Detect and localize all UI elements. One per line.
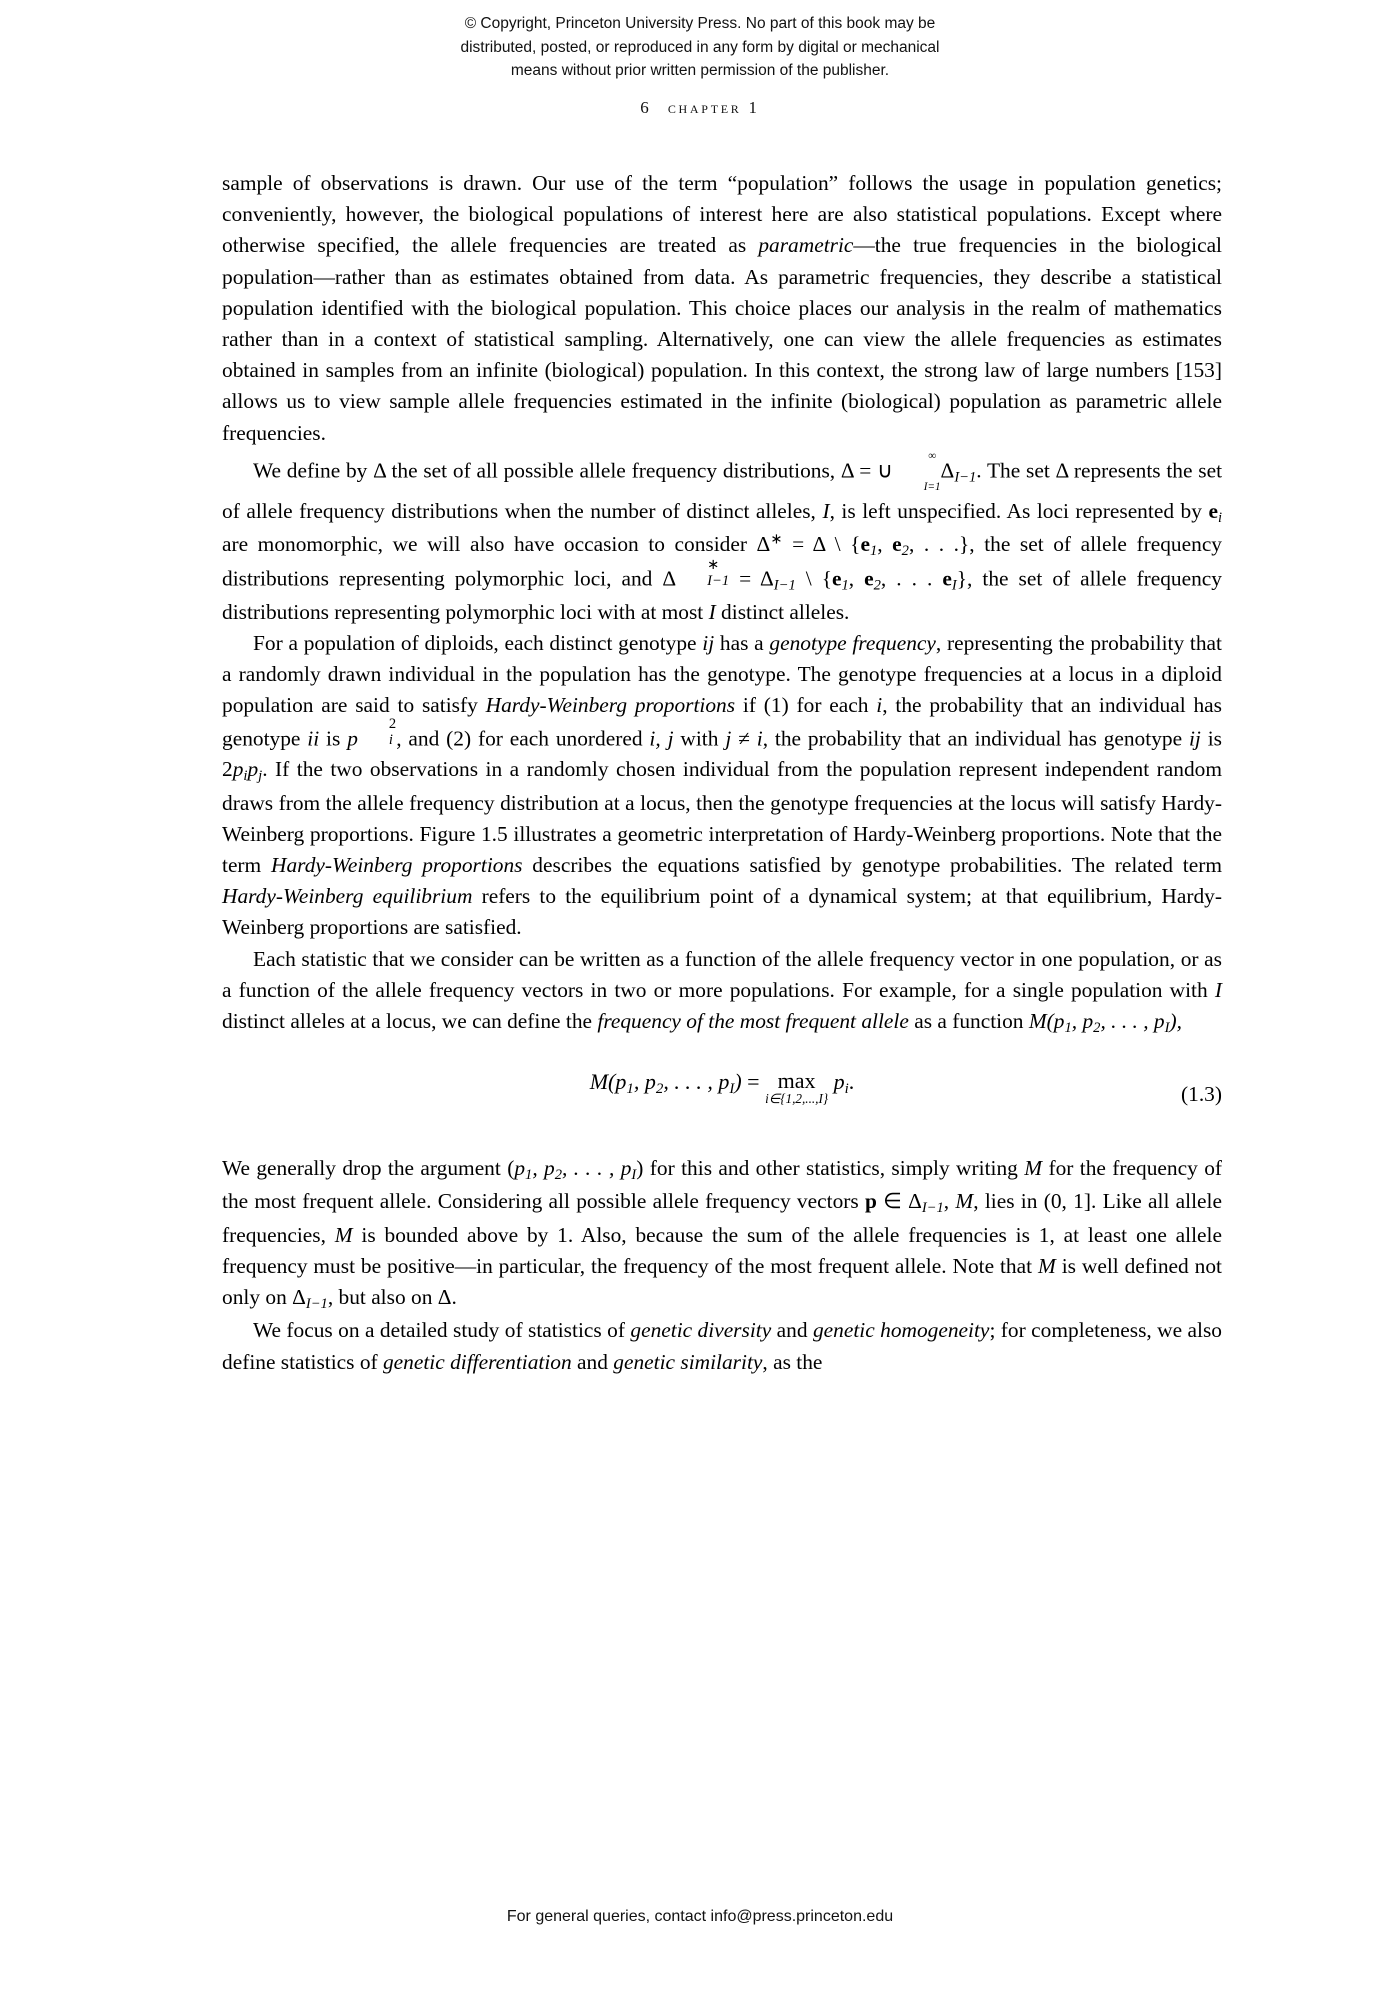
p3-seg11: . If the two observations in a randomly chosen individual from the population represent independent random draws from the allele frequency distribution at a locus, then the genotype frequencies at the locus will satisfy Hardy-Weinberg proportions. Figure 1.5 illustrates a geometric interpretation of Hardy-Weinberg proportions. Note that the term — [222, 757, 1222, 877]
p3-seg6: is — [319, 726, 348, 751]
p1-em-parametric: parametric — [758, 233, 854, 258]
p6-em-genetic-similarity: genetic similarity — [613, 1349, 763, 1374]
p5-var-M: M — [1024, 1156, 1043, 1181]
p4-seg2: distinct alleles at a locus, we can define the — [222, 1008, 598, 1033]
p3-seg12: describes the equations satisfied by genotype probabilities. The related term — [522, 852, 1223, 877]
p2-var-I: I — [822, 498, 830, 523]
p3-seg3: , representing the probability that a randomly drawn individual in the population has the genotype. The genotype frequencies at a locus in a diploid population are said to satisfy — [222, 631, 1222, 718]
p2-seg1: We define by Δ the set of all possible allele frequency distributions, Δ = ∪ — [253, 458, 893, 483]
max-label: max — [777, 1068, 816, 1094]
p5-seg2: ) for this and other statistics, simply writing — [636, 1156, 1025, 1181]
p4-var-I: I — [1214, 977, 1222, 1002]
equation-body — [222, 1065, 1222, 1107]
equation-lhs: $M(p_1$, $p_2$, . . . , $p_I$) = — [589, 1068, 760, 1097]
p3-seg13: refers to the equilibrium point of a dynamical system; at that equilibrium, Hardy-Weinberg proportions are satisfied. — [222, 884, 1222, 940]
p6-em-genetic-differentiation: genetic differentiation — [382, 1349, 572, 1374]
p3-em-ij2: i, j — [649, 726, 674, 751]
p2-seg9: }, the set of allele frequency distributions representing polymorphic loci with at most — [222, 566, 1222, 624]
paragraph-6 — [222, 1315, 1222, 1377]
p3-seg5: , the probability that an individual has genotype — [222, 693, 1222, 751]
p5-seg1: We generally drop the argument ( — [222, 1156, 515, 1181]
p3-em-genotype-frequency: genotype frequency — [769, 631, 936, 656]
p4-function-M: $M(p_1$, $p_2$, . . . , $p_I$), — [1028, 1008, 1182, 1036]
copyright-notice — [0, 12, 1400, 83]
p2-seg8: \ { — [795, 566, 832, 591]
max-operator — [765, 1069, 828, 1106]
p1-seg1: sample of observations is drawn. Our use of the term “population” follows the usage in population genetics; conveniently, however, the biological populations of interest here are also statistical populations. Except where otherwise specified, the allele frequencies are treated as — [222, 171, 1222, 258]
p3-em-hw-proportions: Hardy-Weinberg proportions — [485, 693, 736, 718]
page-footer: For general queries, contact info@press.princeton.edu — [506, 1908, 894, 1925]
p3-seg1: For a population of diploids, each distinct genotype — [253, 631, 703, 656]
p3-em-hwe: Hardy-Weinberg equilibrium — [222, 884, 473, 909]
p3-em-ij3: ij — [1188, 726, 1201, 751]
p3-em-ii: ii — [307, 726, 320, 751]
p4-em-freq-most-frequent: frequency of the most frequent allele — [597, 1008, 909, 1033]
page-number: 6 — [640, 98, 650, 117]
p5-seg6: is well defined not only on Δ — [222, 1253, 1222, 1310]
p2-seg3: , is left unspecified. As loci represented by — [829, 498, 1209, 523]
delta-star-sub: ∗ I−1 — [707, 556, 730, 589]
union-operator: ∞ I=1 — [923, 450, 941, 493]
p3-em-i: i — [876, 693, 883, 718]
copyright-line-1: © Copyright, Princeton University Press. No part of this book may be — [464, 15, 936, 32]
p6-seg3: ; for completeness, we also define statistics of — [222, 1318, 1222, 1374]
paragraph-4 — [222, 944, 1222, 1040]
paragraph-1 — [222, 168, 1222, 449]
copyright-line-3: means without prior written permission of the publisher. — [510, 62, 890, 80]
p6-seg4: and — [571, 1349, 614, 1374]
paragraph-2: We define by Δ the set of all possible allele frequency distributions, Δ = ∪ ∞ I=1 $\Delta_{I-1}$. The set Δ represents the set of allele frequency distributions when the number of distinct alleles, I, is left unspecified. As loci represented by $e_i$ are monomorphic, we will also have occasion to consider Δ∗ = Δ \ {$e_1$, $e_2$, . . .}, the set of allele frequency distributions representing polymorphic loci, and Δ ∗ I−1 = $\Delta_{I-1}$ \ {$e_1$, $e_2$, . . . $e_I$}, the set of allele frequency distributions representing polymorphic loci with at most I distinct alleles. — [222, 450, 1223, 624]
equation-1-3 — [222, 1065, 1222, 1129]
p3-em-ij: ij — [702, 631, 715, 656]
p5-seg5: is bounded above by 1. Also, because the sum of the allele frequencies is 1, at least one allele frequency must be positive—in particular, the frequency of the most frequent allele. Note that — [222, 1222, 1222, 1278]
p5-seg7: , but also on Δ. — [327, 1285, 457, 1310]
p6-seg1: We focus on a detailed study of statistics of — [253, 1318, 631, 1343]
max-index: i∈{1,2,...,I} — [765, 1091, 829, 1107]
paragraph-3: For a population of diploids, each distinct genotype ij has a genotype frequency, representing the probability that a randomly drawn individual in the population has the genotype. The genotype frequencies at a locus in a diploid population are said to satisfy Hardy-Weinberg proportions if (1) for each i, the probability that an individual has genotype ii is p 2 i , and (2) for each unordered i, j with j ≠ i, the probability that an individual has genotype ij is $2p_ip_j$. If the two observations in a randomly chosen individual from the population represent independent random draws from the allele frequency distribution at a locus, then the genotype frequencies at the locus will satisfy Hardy-Weinberg proportions. Figure 1.5 illustrates a geometric interpretation of Hardy-Weinberg proportions. Note that the term Hardy-Weinberg proportions describes the equations satisfied by genotype probabilities. The related term Hardy-Weinberg equilibrium refers to the equilibrium point of a dynamical system; at that equilibrium, Hardy-Weinberg proportions are satisfied. — [222, 631, 1223, 940]
p6-em-genetic-homogeneity: genetic homogeneity — [812, 1318, 990, 1343]
p2-seg7: = Δ — [729, 566, 774, 591]
p3-seg10: is 2 — [222, 726, 1222, 782]
p6-seg5: , as the — [762, 1349, 823, 1374]
p2-seg10: distinct alleles. — [715, 599, 850, 624]
p1-seg2: —the true frequencies in the biological population—rather than as estimates obtained from data. As parametric frequencies, they describe a statistical population identified with the biological population. This choice places our analysis in the realm of mathematics rather than in a context of statistical sampling. Alternatively, one can view the allele frequencies as estimates obtained in samples from an infinite (biological) population. In this context, the strong law of large numbers [153] allows us to view sample allele frequencies estimated in the infinite (biological) population as parametric allele frequencies. — [222, 233, 1223, 445]
copyright-line-2: distributed, posted, or reproduced in any form by digital or mechanical — [460, 38, 940, 56]
p4-seg3: as a function — [908, 1008, 1029, 1033]
p5-args: $p_1$, $p_2$, . . . , $p_I$ — [514, 1156, 637, 1184]
page-body — [222, 168, 1222, 1378]
p3-seg2: has a — [714, 631, 770, 656]
p3-seg8: with — [673, 726, 726, 751]
p2-seg4: are monomorphic, we will also have occasion to consider Δ — [222, 531, 771, 556]
p5-seg3: for the frequency of the most frequent allele. Considering all possible allele frequency vectors — [222, 1156, 1223, 1214]
equation-rhs: $p_i$. — [833, 1068, 855, 1097]
p2-seg6: }, the set of allele frequency distributions representing polymorphic loci, and Δ — [222, 531, 1223, 591]
chapter-label: chapter 1 — [667, 98, 760, 117]
p3-seg4: if (1) for each — [735, 693, 877, 718]
p3-seg7: , and (2) for each unordered — [396, 726, 650, 751]
p6-seg2: and — [771, 1318, 813, 1343]
equation-number: (1.3) — [1181, 1082, 1222, 1107]
p4-seg1: Each statistic that we consider can be written as a function of the allele frequency vector in one population, or as a function of the allele frequency vectors in two or more populations. For example, for a single population with — [222, 946, 1222, 1002]
paragraph-5: We generally drop the argument ($p_1$, $p_2$, . . . , $p_I$) for this and other statistics, simply writing M for the frequency of the most frequent allele. Considering all possible allele frequency vectors p ∈ $\Delta_{I-1}$, M, lies in (0, 1]. Like all allele frequencies, M is bounded above by 1. Also, because the sum of the allele frequencies is 1, at least one allele frequency must be positive—in particular, the frequency of the most frequent allele. Note that M is well defined not only on $\Delta_{I-1}$, but also on Δ. — [222, 1156, 1223, 1313]
p3-em-hw2: Hardy-Weinberg proportions — [271, 852, 523, 877]
p-squared-sub-i: 2 i — [388, 716, 397, 749]
running-head — [0, 98, 1400, 118]
p3-seg9: , the probability that an individual has genotype — [762, 726, 1189, 751]
p2-seg2: The set Δ represents the set of allele frequency distributions when the number of distinct alleles, — [222, 458, 1223, 523]
p5-seg4: , lies in (0, 1]. Like all allele frequencies, — [222, 1189, 1222, 1247]
p6-em-genetic-diversity: genetic diversity — [630, 1318, 772, 1343]
p2-seg5: = Δ \ { — [782, 531, 861, 556]
